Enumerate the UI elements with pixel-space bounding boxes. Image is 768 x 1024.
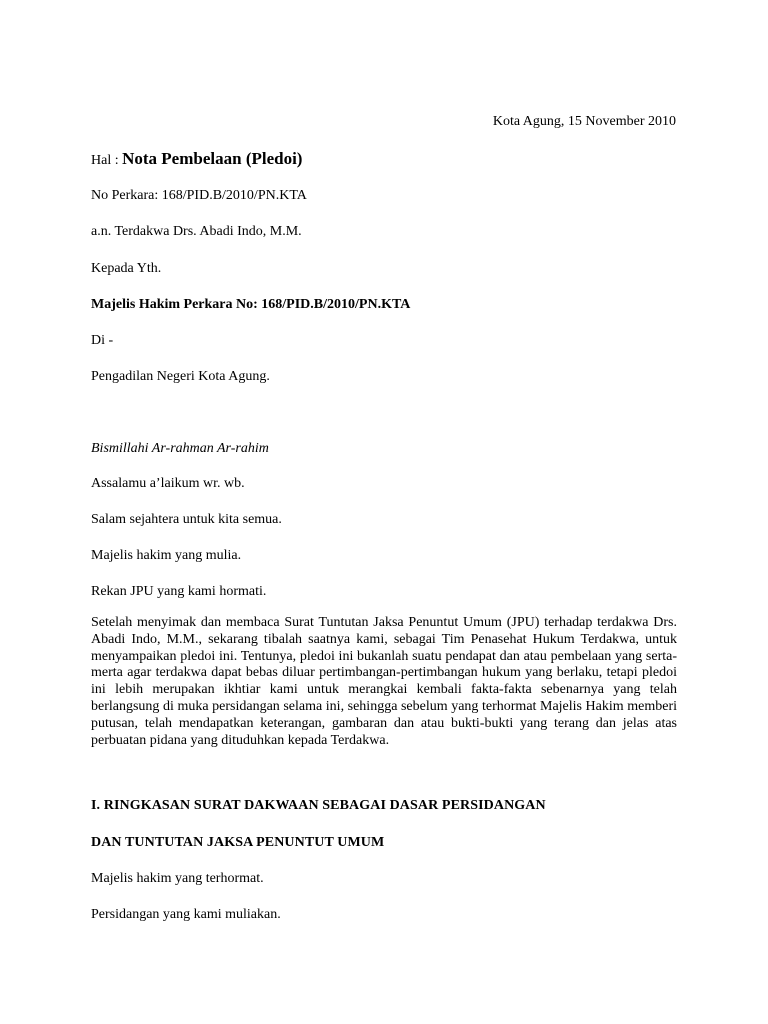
di-label: Di - bbox=[91, 333, 114, 348]
colleagues-salutation: Rekan JPU yang kami hormati. bbox=[91, 584, 267, 599]
body-paragraph: Setelah menyimak dan membaca Surat Tuntutan Jaksa Penuntut Umum (JPU) terhadap terdakwa Drs. Abadi Indo, M.M., sekarang tibalah saatnya kami, sebagai Tim Penasehat Hukum Terdakwa, untuk menyampaikan pledoi ini. Tentunya, pledoi ini bukanlah suatu pendapat dan atau pembelaan yang serta-merta agar terdakwa dapat bebas diluar pertimbangan-pertimbangan hukum yang berlaku, tetapi pledoi ini lebih merupakan ikhtiar kami untuk merangkai kembali fakta-fakta sebenarnya yang telah berlangsung di muka persidangan selama ini, sehingga sebelum yang terhormat Majelis Hakim memberi putusan, telah mendapatkan keterangan, gambaran dan atau bukti-bukti yang terang dan jelas atas perbuatan pidana yang dituduhkan kepada Terdakwa. bbox=[91, 615, 677, 748]
greeting-line: Assalamu a’laikum wr. wb. bbox=[91, 476, 245, 491]
closing-court: Persidangan yang kami muliakan. bbox=[91, 907, 281, 922]
closing-judges: Majelis hakim yang terhormat. bbox=[91, 871, 264, 886]
section-heading-line-2: DAN TUNTUTAN JAKSA PENUNTUT UMUM bbox=[91, 835, 385, 850]
subject-title: Nota Pembelaan (Pledoi) bbox=[122, 149, 303, 168]
subject-line bbox=[91, 150, 302, 169]
judges-salutation: Majelis hakim yang mulia. bbox=[91, 548, 242, 563]
section-heading-line-1: I. RINGKASAN SURAT DAKWAAN SEBAGAI DASAR PERSIDANGAN bbox=[91, 798, 546, 813]
bismillah-line: Bismillahi Ar-rahman Ar-rahim bbox=[91, 441, 269, 456]
recipient-label: Kepada Yth. bbox=[91, 261, 162, 276]
on-behalf-line: a.n. Terdakwa Drs. Abadi Indo, M.M. bbox=[91, 224, 302, 239]
subject-label: Hal : bbox=[91, 153, 119, 168]
salam-line: Salam sejahtera untuk kita semua. bbox=[91, 512, 282, 527]
addressee: Majelis Hakim Perkara No: 168/PID.B/2010/PN.KTA bbox=[91, 297, 411, 312]
letter-date: Kota Agung, 15 November 2010 bbox=[492, 114, 676, 129]
court-name: Pengadilan Negeri Kota Agung. bbox=[91, 369, 270, 384]
case-number: No Perkara: 168/PID.B/2010/PN.KTA bbox=[91, 188, 307, 203]
